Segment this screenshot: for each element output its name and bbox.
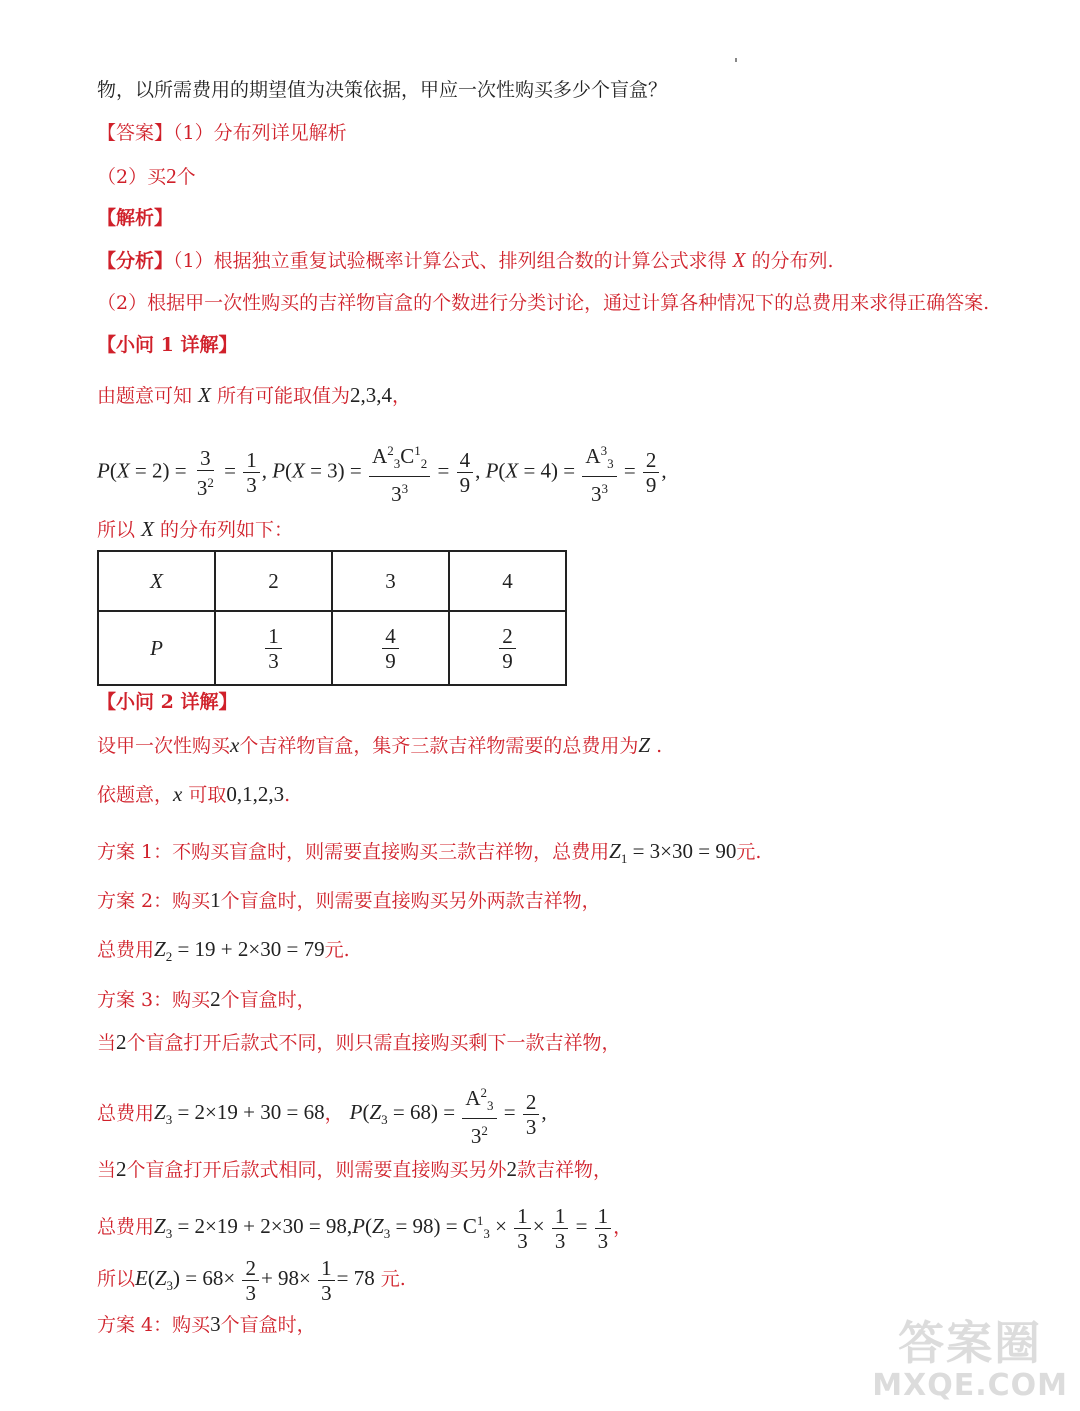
prob-numerator: 2 [499,625,516,649]
plan2-number: 1 [210,888,221,912]
setup-text-c: 个吉祥物盲盒，集齐三款吉祥物需要的总费用为 [239,735,639,757]
values-list: 2,3,4 [349,383,392,407]
setup-period: . [656,735,663,757]
table-header-cell: 4 [449,551,566,611]
prob-denominator: 9 [385,648,396,673]
case2-text-b: 个盲盒打开后款式相同，则需要直接购买另外 [126,1159,507,1181]
table-cell [215,611,332,685]
values-text-c: 所有可能取值为 [216,385,350,407]
question-text: 物，以所需费用的期望值为决策依据，甲应一次性购买多少个盲盒？ [97,79,668,101]
subq2-heading [97,688,237,716]
subq1-tag: 【小问 1 详解】 [97,334,238,356]
values-text-a: 由题意可知 [97,385,193,407]
site-watermark [872,1317,1068,1403]
answer2-number: 2 [166,164,177,188]
case1-equation: = 2×19 + 30 = 68 [177,1100,325,1125]
analysis-line-1 [97,246,834,275]
plan4-text-b: 个盲盒时， [220,1314,316,1336]
case1-text-a: 当 [97,1032,117,1054]
case-1-line [97,1028,621,1057]
answer-tag: 【答案】 [97,122,174,144]
range-line [97,780,290,809]
case2-number: 2 [116,1157,127,1181]
analysis-text-1-end: 的分布列. [751,250,834,272]
case1-probability: $P(Z_3 = 68)$ = $\frac{A^2_3}{3^2}$ = $\frac{2}{3}$ , [350,1100,547,1124]
plan2-text-b: 个盲盒时，则需要直接购买另外两款吉祥物， [220,890,601,912]
case2-equation: = 2×19 + 2×30 = 98, [177,1214,353,1238]
plan4-number: 3 [210,1312,221,1336]
analysis-text-2: （2）根据甲一次性购买的吉祥物盲盒的个数进行分类讨论，通过计算各种情况下的总费用来求得正确答案. [97,292,990,314]
case1-cost-label: 总费用 [97,1102,155,1125]
dist-text-a: 所以 [97,519,136,541]
distribution-table [97,550,567,686]
expectation-label: 所以 [97,1268,136,1290]
answer-line [97,119,347,147]
expectation-unit: 元. [380,1268,406,1290]
case-2-line [97,1155,612,1184]
answer2-text: （2）买 [97,166,167,188]
answer2-unit: 个 [176,166,196,188]
plan2-equation: = 19 + 2×30 = 79 [177,937,325,961]
plan2-cost-label: 总费用 [97,939,155,961]
var-x: x [230,733,240,757]
table-row [98,551,566,611]
table-row-label: P [98,611,215,685]
question-continuation [97,76,667,104]
case-2-cost-line: 总费用$Z_3 = 2\times 19 + 2\times 30 = 98,P(Z_3 = 98) = C^1_3$ × $\frac{1}{3}$ × $\frac{1}{3}$ = $\frac{1}{3}$ ， [97,1203,633,1253]
prob-denominator: 3 [268,648,279,673]
plan1-text: 方案 1：不购买盲盒时，则需要直接购买三款吉祥物，总费用 [97,841,610,863]
setup-line [97,731,662,760]
case1-comma: ， [324,1102,344,1125]
var-X: X [141,517,154,541]
plan-2-cost-line: 总费用$Z_2 = 19 + 2\times 30 = 79$元. [97,937,350,965]
table-cell [449,611,566,685]
range-text-c: 可取 [188,784,227,806]
table-header-cell: X [98,551,215,611]
dist-text-c: 的分布列如下： [159,519,293,541]
scan-speck [735,58,737,62]
values-line [97,381,411,410]
case1-text-b: 个盲盒打开后款式不同，则只需直接购买剩下一款吉祥物， [126,1032,621,1054]
jiexi-tag: 【解析】 [97,207,174,229]
case2-cost-label: 总费用 [97,1216,155,1238]
plan-2-line [97,886,601,915]
plan-3-line [97,985,316,1014]
probability-formulas: P(X = 2) = $\frac{3}{3^2}$ = $\frac{1}{3}$ , P(X = 3) = $\frac{A^2_3C^1_2}{3^3}$ = $\frac{4}{9}$ , P(X = 4) = $\frac{A^3_3}{3^3}$ = $\frac{2}{9}$ , [97,440,667,505]
plan4-text-a: 方案 4：购买 [97,1314,211,1336]
table-cell [332,611,449,685]
analysis-tag: 【分析】 [97,250,174,272]
watermark-logo-text: 答案圈 [898,1316,1043,1370]
case2-number-2: 2 [506,1157,518,1181]
analysis-text-1: （1）根据独立重复试验概率计算公式、排列组合数的计算公式求得 [173,250,727,272]
range-period: . [284,784,291,806]
answer-part-2 [97,162,196,191]
plan-4-line [97,1310,316,1339]
subq1-heading [97,331,237,359]
plan3-text-a: 方案 3：购买 [97,989,211,1011]
plan2-unit: 元. [324,939,350,961]
subq2-tag: 【小问 2 详解】 [97,691,238,713]
plan-1-line: 方案 1：不购买盲盒时，则需要直接购买三款吉祥物，总费用$Z_1 = 3\times 30 = 90$元. [97,839,762,867]
table-row [98,611,566,685]
var-Z: Z [638,733,651,757]
case2-text-c: 款吉祥物， [517,1159,613,1181]
case1-number: 2 [116,1030,127,1054]
setup-text-a: 设甲一次性购买 [97,735,231,757]
jiexi-heading [97,204,173,232]
prob-numerator: 1 [265,625,282,649]
plan2-text-a: 方案 2：购买 [97,890,211,912]
range-values: 0,1,2,3 [226,782,285,806]
plan1-equation: = 3×30 = 90 [632,839,737,863]
watermark-url: MXQE.COM [872,1368,1068,1403]
case-1-cost-line: 总费用$Z_3 = 2\times 19 + 30 = 68$， $P(Z_3 = 68)$ = $\frac{A^2_3}{3^2}$ = $\frac{2}{3}$ , [97,1082,547,1147]
table-header-cell: 2 [215,551,332,611]
analysis-line-2 [97,289,989,317]
distribution-intro [97,515,293,544]
var-x: x [173,782,183,806]
plan3-text-b: 个盲盒时， [220,989,316,1011]
plan1-unit: 元. [736,841,762,863]
plan3-number: 2 [210,987,221,1011]
expectation-formula: $E(Z_3) = 68\times$ $\frac{2}{3}$ + 98× $\frac{1}{3}$ = 78 [135,1255,375,1305]
expectation-line [97,1253,406,1311]
var-X: X [732,248,746,272]
table-header-cell: 3 [332,551,449,611]
var-X: X [198,383,211,407]
prob-numerator: 4 [382,625,399,649]
range-text-a: 依题意， [97,784,174,806]
answer-part-1: （1）分布列详见解析 [173,122,347,144]
case2-text-a: 当 [97,1159,117,1181]
prob-denominator: 9 [502,648,513,673]
values-comma: ， [391,385,411,407]
